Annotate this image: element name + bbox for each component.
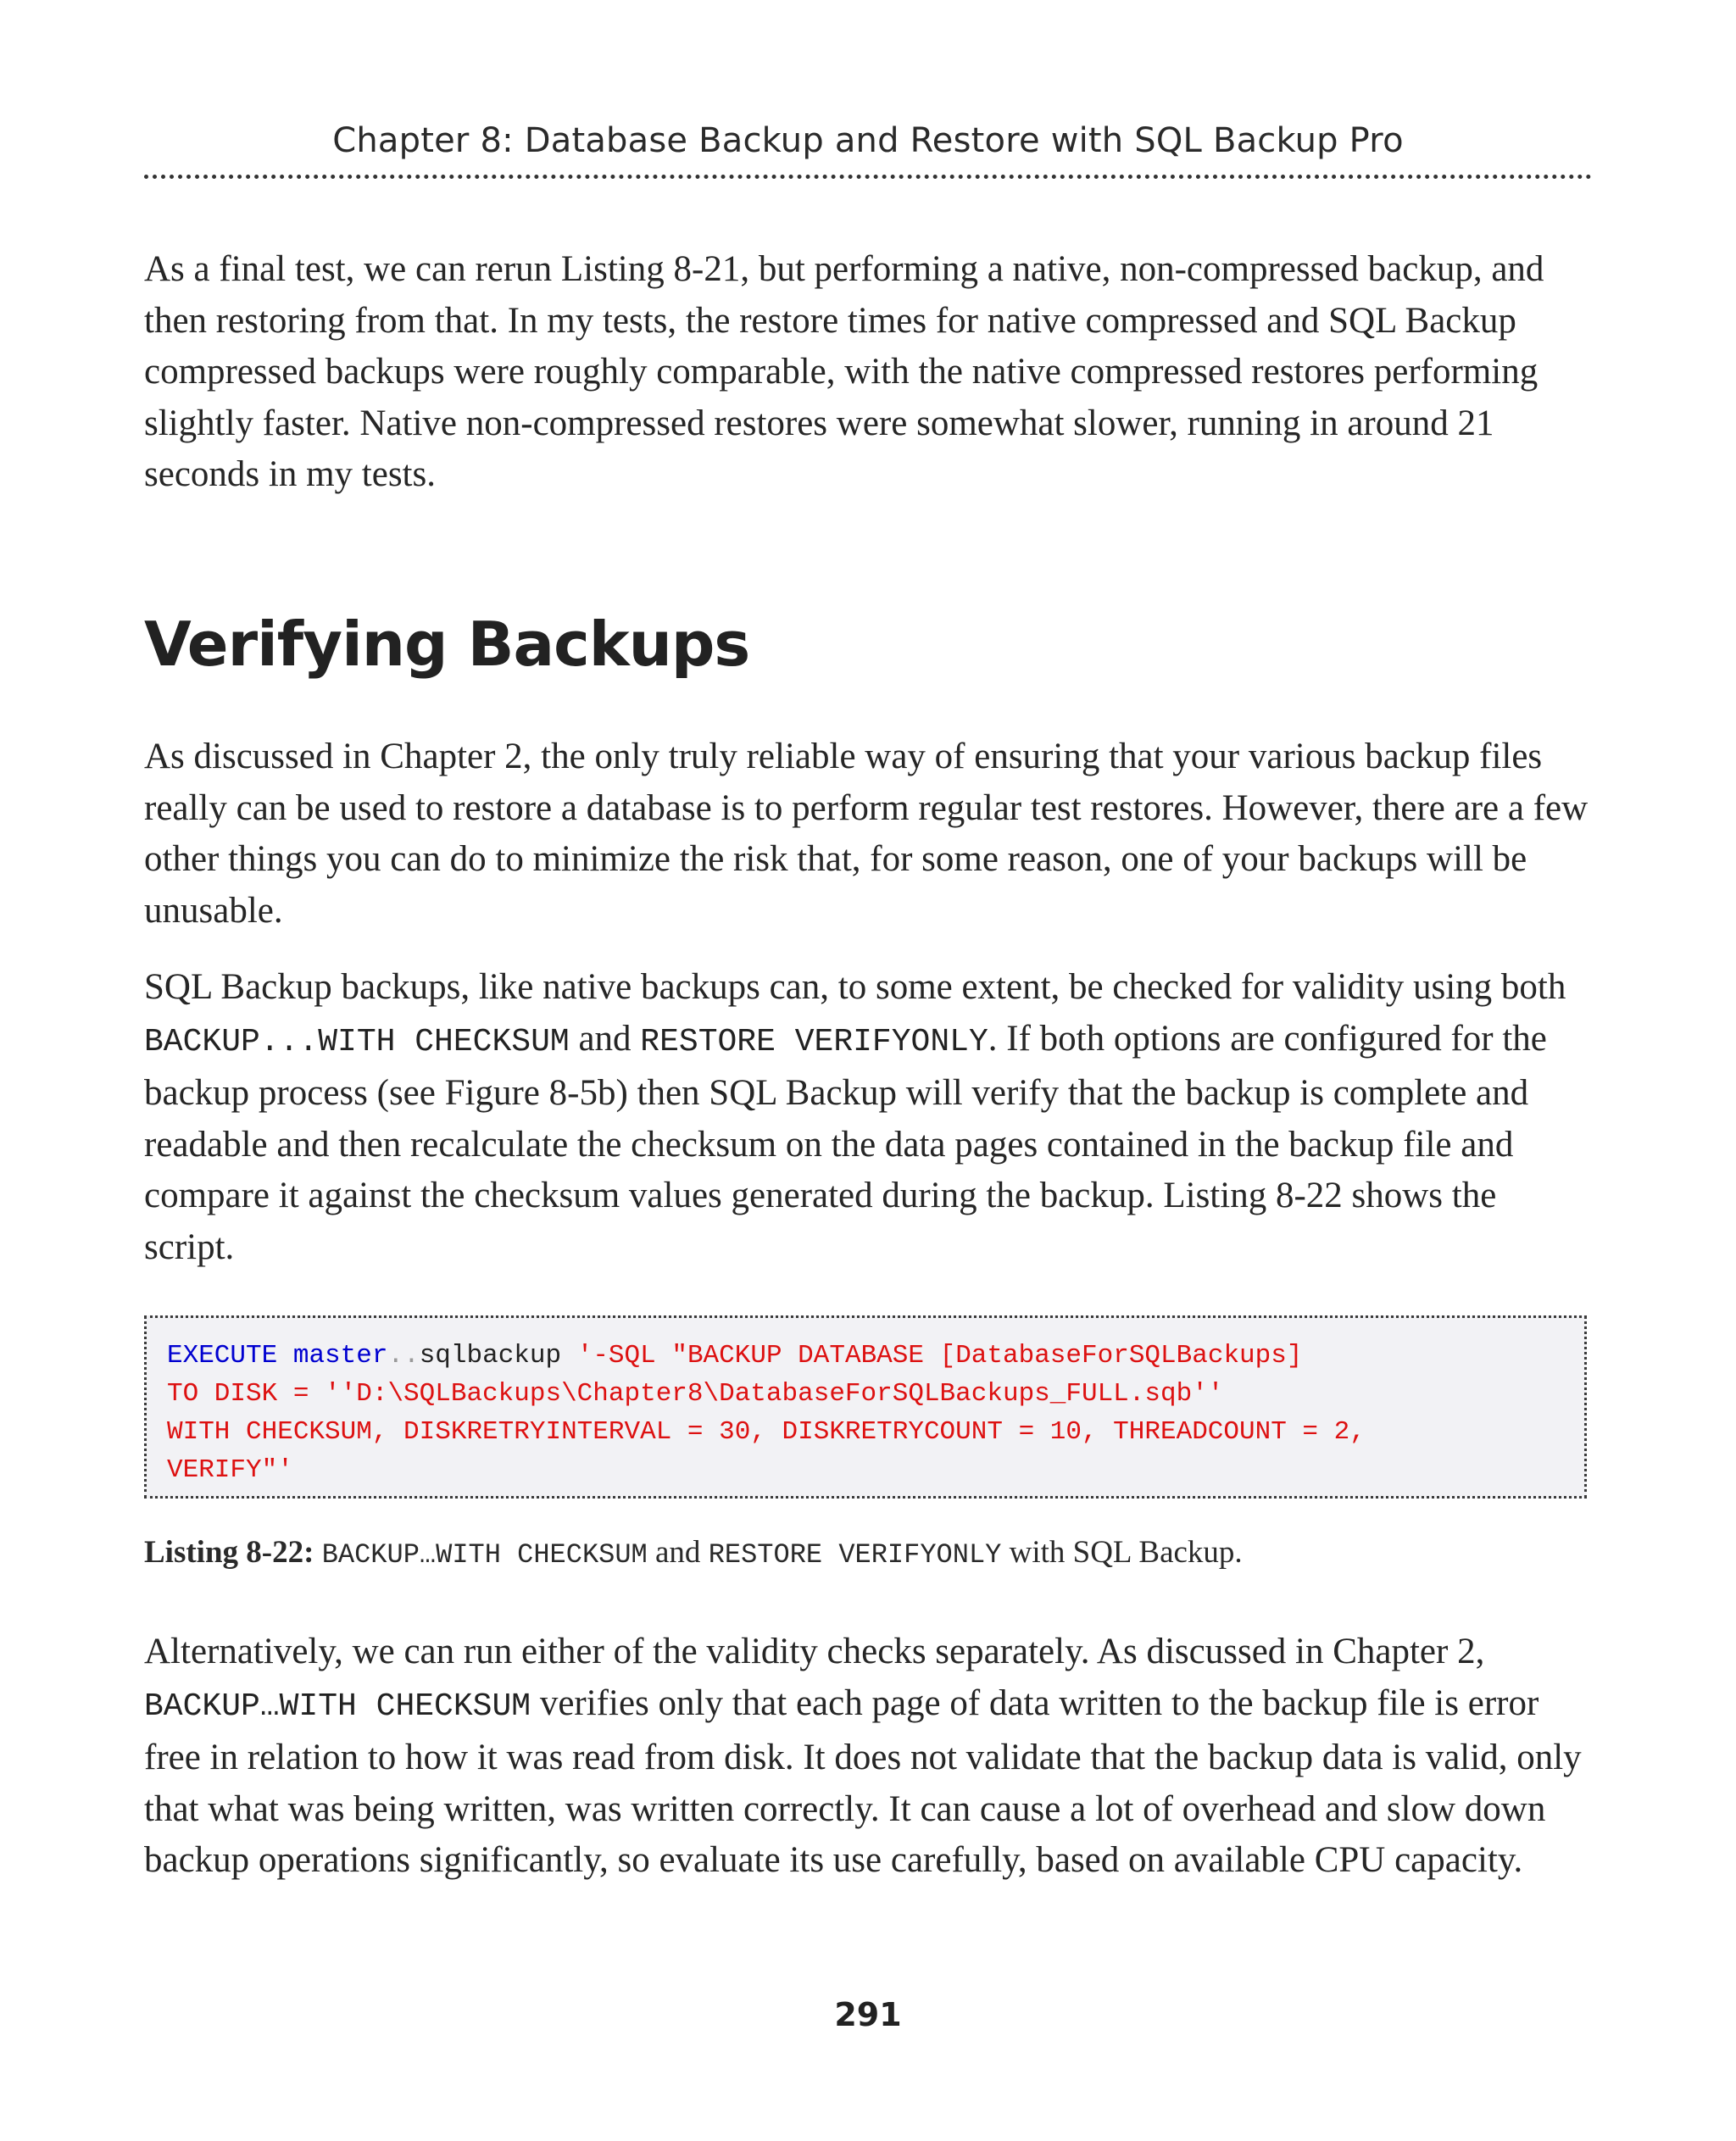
code-string: '-SQL "BACKUP DATABASE [DatabaseForSQLBackups]	[576, 1341, 1303, 1371]
caption-label: Listing 8-22:	[144, 1535, 314, 1570]
verifying-paragraph-2	[144, 962, 1592, 1273]
code-line-2: TO DISK = ''D:\SQLBackups\Chapter8\DatabaseForSQLBackups_FULL.sqb''	[167, 1379, 1224, 1409]
code-identifier: sqlbackup	[419, 1341, 577, 1371]
inline-code-backup-checksum: BACKUP…WITH CHECKSUM	[144, 1688, 531, 1725]
code-keyword: master	[292, 1341, 388, 1371]
page-number: 291	[834, 1996, 902, 2033]
inline-code-restore-verifyonly: RESTORE VERIFYONLY	[640, 1023, 988, 1060]
paragraph-text: SQL Backup backups, like native backups can, to some extent, be checked for validity using both	[144, 967, 1566, 1007]
header-divider	[144, 175, 1592, 179]
chapter-header: Chapter 8: Database Backup and Restore with SQL Backup Pro	[332, 121, 1404, 160]
caption-code: RESTORE VERIFYONLY	[708, 1539, 1002, 1571]
caption-text: with SQL Backup.	[1001, 1535, 1243, 1570]
code-line-4: VERIFY"'	[167, 1455, 293, 1485]
code-line-3: WITH CHECKSUM, DISKRETRYINTERVAL = 30, DISKRETRYCOUNT = 10, THREADCOUNT = 2,	[167, 1417, 1366, 1447]
intro-paragraph: As a final test, we can rerun Listing 8-21, but performing a native, non-compressed backup, and then restoring from that. In my tests, the restore times for native compressed and SQL Backup compressed backups were roughly comparable, with the native compressed restores performing slightly faster. Native non-compressed restores were somewhat slower, running in around 21 seconds in my tests.	[144, 249, 1544, 494]
paragraph-text: Alternatively, we can run either of the validity checks separately. As discussed in Chapter 2,	[144, 1632, 1485, 1671]
code-listing	[144, 1315, 1587, 1499]
paragraph-text: . If both options are configured for the backup process (see Figure 8-5b) then SQL Backup will verify that the backup is complete and readable and then recalculate the checksum on the data pages contained in the backup file and compare it against the checksum values generated during the backup. Listing 8-22 shows the script.	[144, 1018, 1547, 1267]
code-keyword: EXECUTE	[167, 1341, 278, 1371]
code-separator: ..	[387, 1341, 420, 1371]
paragraph-text: and	[569, 1018, 641, 1059]
caption-text: and	[647, 1535, 709, 1570]
caption-code: BACKUP…WITH CHECKSUM	[321, 1539, 648, 1571]
section-heading: Verifying Backups	[144, 609, 750, 680]
code-line-1	[167, 1337, 1584, 1375]
listing-caption	[144, 1531, 1592, 1577]
paragraph-text: verifies only that each page of data written to the backup file is error free in relation to how it was read from disk. It does not validate that the backup data is valid, only that what was being written, was written correctly. It can cause a lot of overhead and slow down backup operations significantly, so evaluate its use carefully, based on available CPU capacity.	[144, 1682, 1582, 1880]
inline-code-backup-checksum: BACKUP...WITH CHECKSUM	[144, 1023, 570, 1060]
verifying-paragraph-1: As discussed in Chapter 2, the only truly reliable way of ensuring that your various backup files really can be used to restore a database is to perform regular test restores. However, there are a few other things you can do to minimize the risk that, for some reason, one of your backups will be unusable.	[144, 737, 1589, 931]
alternative-paragraph	[144, 1627, 1592, 1887]
